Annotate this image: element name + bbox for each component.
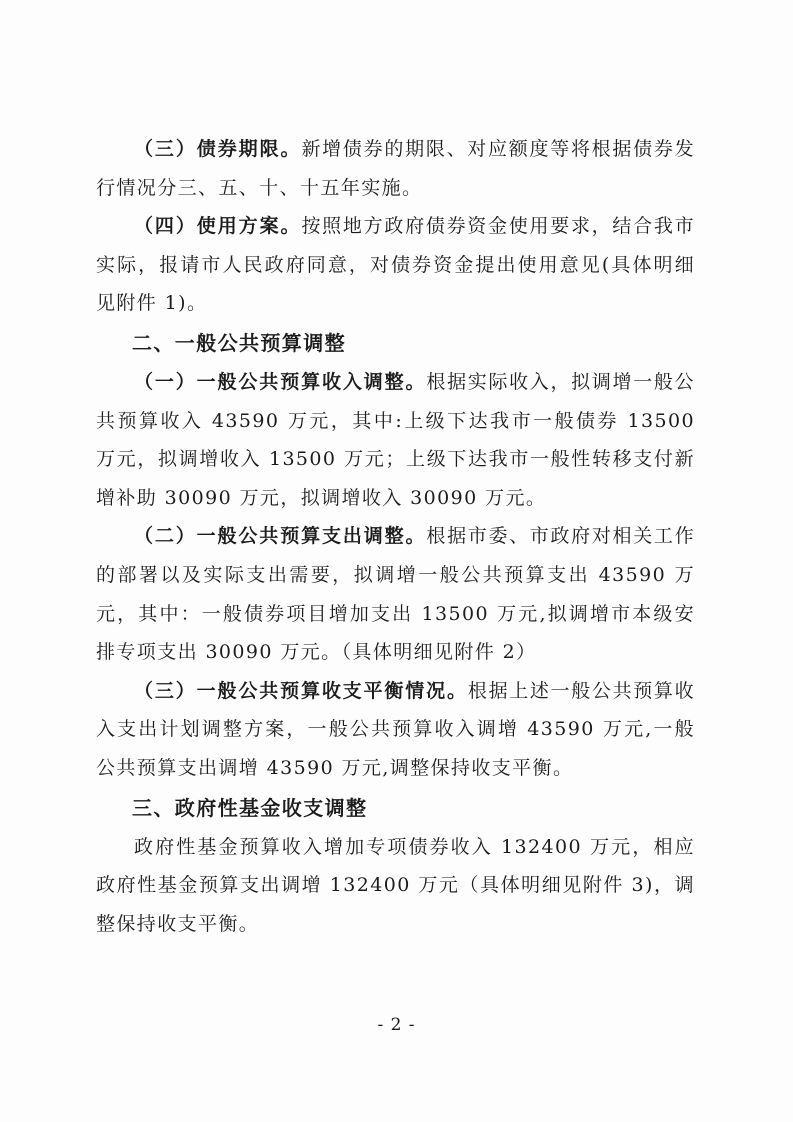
section-heading-general-budget: 二、一般公共预算调整 [132,330,346,355]
subheading-general-balance: （三）一般公共预算收支平衡情况。 [134,679,468,702]
section-heading-government-fund: 三、政府性基金收支调整 [132,795,368,820]
paragraph-text: 根据市委、市政府对相关工作的部署以及实际支出需要，拟调增一般公共预算支出 43590 万元，其中：一般债券项目增加支出 13500 万元,拟调增市本级安排专项支出 30090 万元。（具体明细见附件 2） [96,525,696,664]
paragraph-general-revenue [96,363,695,517]
subheading-usage-plan: （四）使用方案。 [134,215,302,238]
paragraph-bond-term [96,130,695,207]
paragraph-text: 新增债券的期限、对应额度等将根据债券发行情况分三、五、十、十五年实施。 [96,138,695,199]
subheading-general-revenue: （一）一般公共预算收入调整。 [134,370,427,393]
paragraph-government-fund [96,828,695,944]
paragraph-text: 根据上述一般公共预算收入支出计划调整方案，一般公共预算收入调增 43590 万元,一般公共预算支出调增 43590 万元,调整保持收支平衡。 [96,679,695,779]
subheading-general-expenditure: （二）一般公共预算支出调整。 [134,525,427,548]
paragraph-text: 按照地方政府债券资金使用要求，结合我市实际，报请市人民政府同意，对债券资金提出使用意见(具体明细见附件 1)。 [96,215,695,315]
paragraph-general-expenditure [96,517,695,671]
subheading-bond-term: （三）债券期限。 [134,138,302,160]
paragraph-text: 政府性基金预算收入增加专项债券收入 132400 万元，相应政府性基金预算支出调增 132400 万元（具体明细见附件 3)，调整保持收支平衡。 [96,835,695,935]
paragraph-general-balance [96,672,695,788]
paragraph-usage-plan [96,207,695,323]
paragraph-text: 根据实际收入，拟调增一般公共预算收入 43590 万元，其中:上级下达我市一般债券 13500 万元，拟调增收入 13500 万元；上级下达我市一般性转移支付新增补助 30090 万元，拟调增收入 30090 万元。 [96,370,696,509]
page-number: - 2 - [377,1015,416,1035]
